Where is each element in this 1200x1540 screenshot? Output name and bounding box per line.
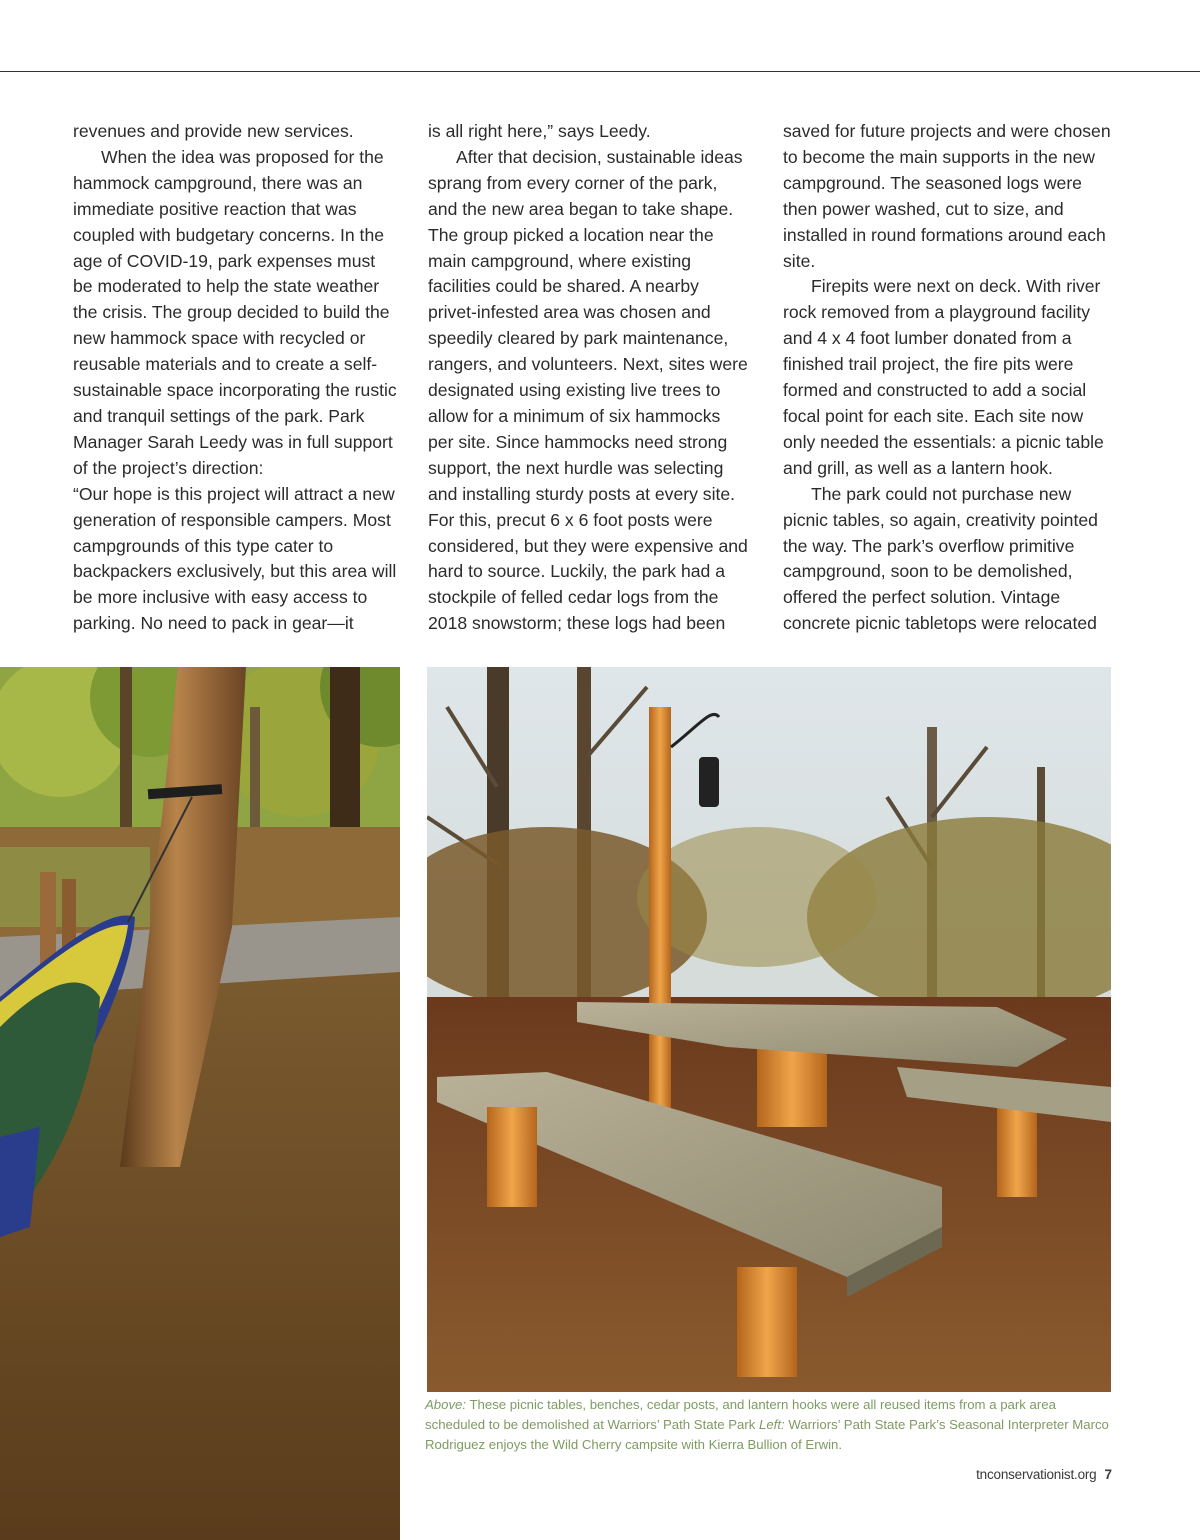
quote-paragraph: “Our hope is this project will attract a new generation of responsible campers. Most campgrounds of this type cater to backpackers exclusively, but this area will be more inclusive with easy access to parking. No need to pack in gear—it [73, 483, 397, 634]
caption-above-text: These picnic tables, benches, cedar posts, and lantern hooks were all reused items from a park area scheduled to be demolished at Warriors’ Path State Park [425, 1397, 1056, 1432]
paragraph: is all right here,” says Leedy. [428, 121, 651, 141]
text-column-3 [783, 119, 1113, 639]
paragraph: saved for future projects and were chosen to become the main supports in the new campground. The seasoned logs were then power washed, cut to size, and installed in round formations around each site. [783, 121, 1111, 271]
caption-above-label: Above: [425, 1397, 467, 1412]
photo-caption [425, 1395, 1115, 1455]
paragraph: Firepits were next on deck. With river rock removed from a playground facility and 4 x 4 foot lumber donated from a finished trail project, the fire pits were formed and constructed to add a social focal point for each site. Each site now only needed the essentials: a picnic table and grill, as well as a lantern hook. [783, 276, 1104, 478]
paragraph: The park could not purchase new picnic tables, so again, creativity pointed the way. The park’s overflow primitive campground, soon to be demolished, offered the perfect solution. Vintage concrete picnic tabletops were relocated [783, 483, 1098, 634]
page-number: 7 [1104, 1467, 1112, 1482]
page-footer [976, 1467, 1112, 1482]
top-rule [0, 71, 1200, 72]
paragraph: When the idea was proposed for the hammock campground, there was an immediate positive reaction that was coupled with budgetary concerns. In the age of COVID-19, park expenses must be moderated to help the state weather the crisis. The group decided to build the new hammock space with recycled or reusable materials and to create a self-sustainable space incorporating the rustic and tranquil settings of the park. Park Manager Sarah Leedy was in full support of the project’s direction: [73, 146, 397, 478]
caption-left-text: Warriors’ Path State Park’s Seasonal Interpreter Marco Rodriguez enjoys the Wild Cherry campsite with Kierra Bullion of Erwin. [425, 1417, 1109, 1452]
paragraph: revenues and provide new services. [73, 121, 354, 141]
caption-left-label: Left: [759, 1417, 785, 1432]
text-column-1 [73, 119, 399, 639]
hammock-photo [0, 667, 400, 1540]
paragraph: After that decision, sustainable ideas sprang from every corner of the park, and the new area began to take shape. The group picked a location near the main campground, where existing facilities could be shared. A nearby privet-infested area was chosen and speedily cleared by park maintenance, rangers, and volunteers. Next, sites were designated using existing live trees to allow for a minimum of six hammocks per site. Since hammocks need strong support, the next hurdle was selecting and installing sturdy posts at every site. For this, precut 6 x 6 foot posts were considered, but they were expensive and hard to source. Luckily, the park had a stockpile of felled cedar logs from the 2018 snowstorm; these logs had been [428, 146, 748, 634]
text-column-2 [428, 119, 750, 639]
site-url: tnconservationist.org [976, 1467, 1097, 1482]
picnic-table-photo [427, 667, 1111, 1392]
lantern-icon [699, 757, 719, 807]
